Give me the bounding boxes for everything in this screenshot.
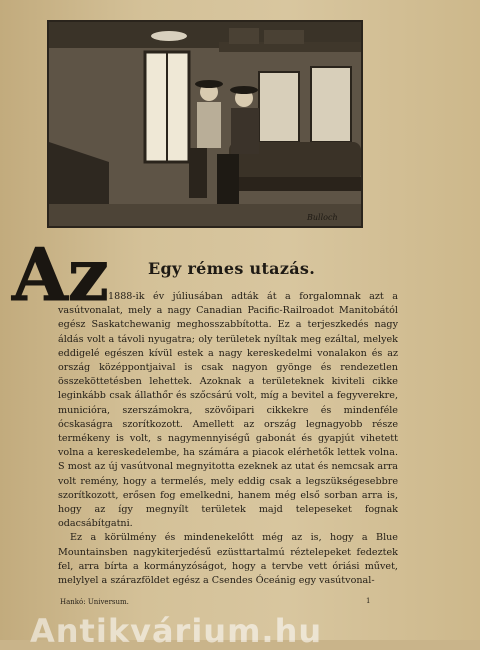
page-number: 1 <box>366 597 371 605</box>
article-paragraph: Ez a körülmény és mindenekelőtt még az is, hogy a Blue Mountainsben nagykiterjedésű ezüsttartalmú réztelepeket fedeztek fel, arra bírta a kormányzóságot, hogy a tervbe vett óriási művet, melylyel a szárazföldet egész a Csendes Óceánig egy vasútvonal- <box>58 532 398 587</box>
article-title: Egy rémes utazás. <box>148 259 316 278</box>
article-body <box>58 290 398 588</box>
article-paragraph: 1888-ik év júliusában adták át a forgalomnak azt a vasútvonalat, mely a nagy Canadian Pacific-Railroadot Manitobától egész Saskatchewanig meghosszabbította. Ez a terjeszkedés nagy áldás volt a távoli nyugatra; oly területek nyíltak meg ezáltal, melyek eddigelé egészen kívül estek a nagy kereskedelmi vonalakon és az ország középpontjaival is csak nagyon gyönge és rendezetlen összeköttetésben lehettek. Azoknak a területeknek kiviteli cikke leginkább csak állathőr és szőcsárú volt, míg a bevitel a fegyverekre, municióra, szerszámokra, szövőipari cikkekre és mindenféle ócskaságra szorítkozott. Amellett az ország legnagyobb része termékeny is volt, s nagymennyiségű gabonát és gyapjút vihetett volna a kereskedelembe, ha számára a piacok elérhetők lettek volna. S most az új vasútvonal megnyitotta ezeknek az utat és nemcsak arra volt remény, hogy a termelés, mely eddig csak a legszükségesebbre szorítkozott, erősen fog emelkedni, hanem még első sorban arra is, hogy az így megnyílt területek majd telepeseket fognak odacsábítgatni. <box>58 291 398 530</box>
train-compartment-illustration <box>47 20 363 228</box>
footer-source: Hankó: Universum. <box>60 598 129 606</box>
initial-letters: Az <box>12 232 108 312</box>
illustration-drawing <box>49 22 361 226</box>
watermark: Antikvárium.hu <box>30 612 323 650</box>
illustration-signature: Bulloch <box>307 213 338 222</box>
